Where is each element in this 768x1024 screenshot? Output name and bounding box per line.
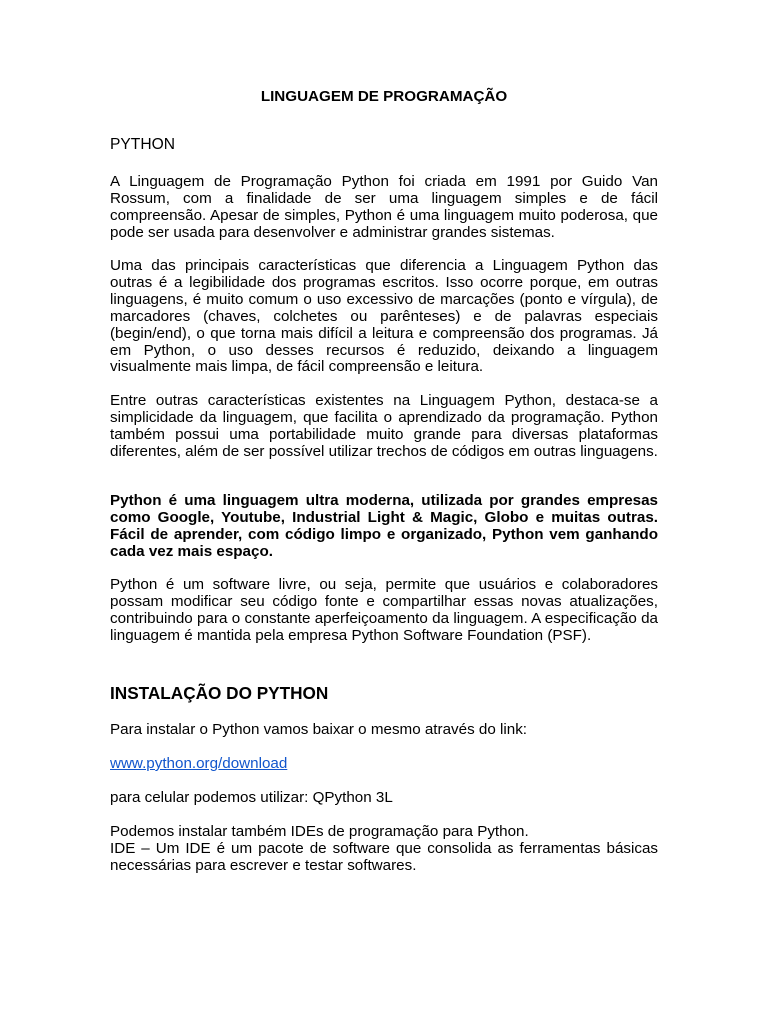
paragraph-legibility: Uma das principais características que diferencia a Linguagem Python das outras é a legibilidade dos programas escritos. Isso ocorre porque, em outras linguagens, é muito comum o uso excessivo de marcações (ponto e vírgula), de marcadores (chaves, colchetes ou parênteses) e de palavras especiais (begin/end), o que torna mais difícil a leitura e compreensão dos programas. Já em Python, o uso desses recursos é reduzido, deixando a linguagem visualmente mais limpa, de fácil compreensão e leitura. — [110, 257, 658, 376]
ide-definition: IDE – Um IDE é um pacote de software que consolida as ferramentas básicas necessárias para escrever e testar softwares. — [110, 840, 658, 874]
mobile-info: para celular podemos utilizar: QPython 3L — [110, 789, 393, 806]
document-subtitle: PYTHON — [110, 136, 175, 153]
document-title: LINGUAGEM DE PROGRAMAÇÃO — [260, 88, 508, 105]
download-link-line — [110, 756, 658, 773]
paragraph-intro: A Linguagem de Programação Python foi criada em 1991 por Guido Van Rossum, com a finalidade de ser uma linguagem simples e de fácil compreensão. Apesar de simples, Python é uma linguagem muito poderosa, que pode ser usada para desenvolver e administrar grandes sistemas. — [110, 173, 658, 241]
paragraph-characteristics: Entre outras características existentes na Linguagem Python, destaca-se a simplicidade da linguagem, que facilita o aprendizado da programação. Python também possui uma portabilidade muito grande para diversas plataformas diferentes, além de ser possível utilizar trechos de códigos em outras linguagens. — [110, 392, 658, 460]
ide-intro: Podemos instalar também IDEs de programação para Python. — [110, 823, 529, 840]
section-title-installation: INSTALAÇÃO DO PYTHON — [110, 683, 329, 703]
install-instructions: Para instalar o Python vamos baixar o mesmo através do link: — [110, 721, 528, 738]
download-link[interactable]: www.python.org/download — [110, 755, 288, 772]
paragraph-highlight: Python é uma linguagem ultra moderna, utilizada por grandes empresas como Google, Youtube, Industrial Light & Magic, Globo e muitas outras. Fácil de aprender, com código limpo e organizado, Python vem ganhando cada vez mais espaço. — [110, 492, 658, 560]
paragraph-free-software: Python é um software livre, ou seja, permite que usuários e colaboradores possam modificar seu código fonte e compartilhar essas novas atualizações, contribuindo para o constante aperfeiçoamento da linguagem. A especificação da linguagem é mantida pela empresa Python Software Foundation (PSF). — [110, 576, 658, 644]
